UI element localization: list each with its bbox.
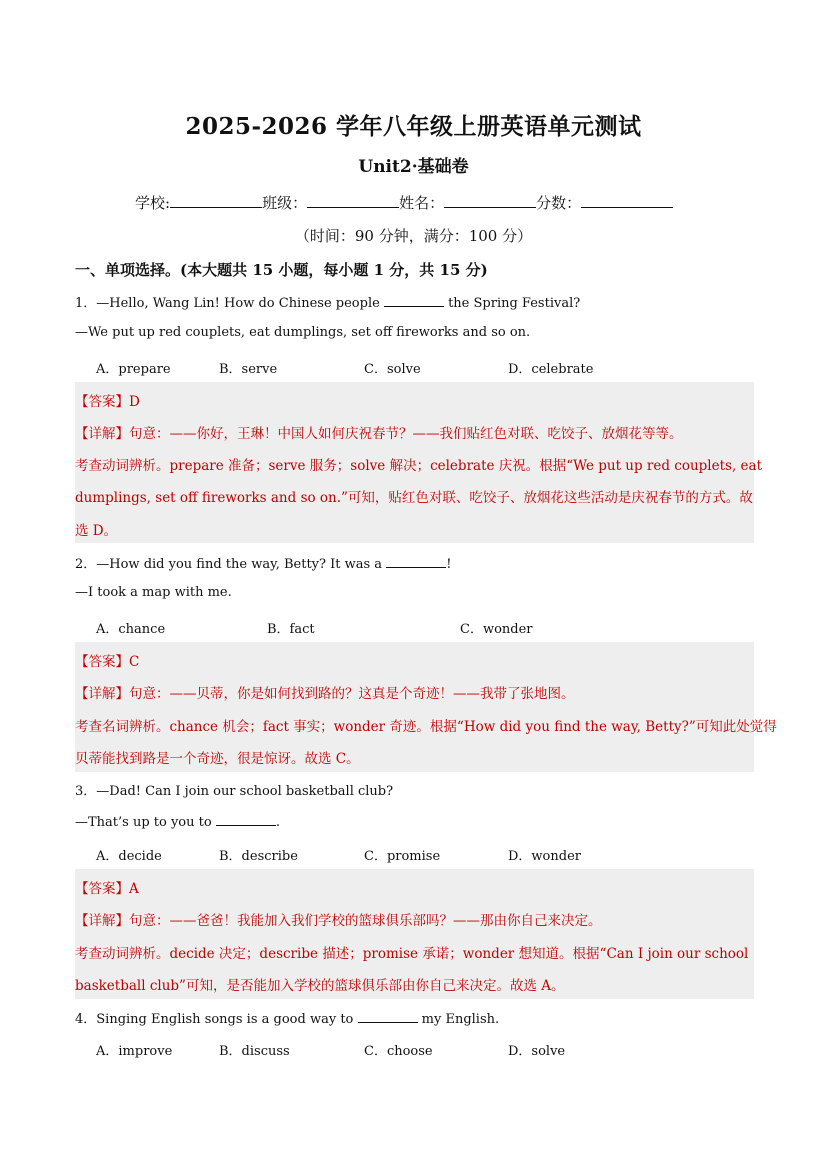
answer-label: 【答案】D xyxy=(75,394,140,410)
explanation-line: 考查动词辨析。prepare 准备；serve 服务；solve 解决；celebrate 庆祝。根据“We put up red couplets, eat xyxy=(75,458,763,474)
explanation-line: 【详解】句意：——你好，王琳！中国人如何庆祝春节？——我们贴红色对联、吃饺子、放烟花等等。 xyxy=(75,426,683,442)
question-2-answer-box xyxy=(75,642,777,772)
question-1-option-d[interactable]: D．celebrate xyxy=(508,362,594,377)
question-3-stem: 3．—Dad! Can I join our school basketball club? xyxy=(75,784,394,799)
section-title: 一、单项选择。(本大题共 15 小题，每小题 1 分，共 15 分) xyxy=(75,261,488,279)
school-blank[interactable] xyxy=(170,191,262,208)
question-4-option-b[interactable]: B．discuss xyxy=(219,1044,290,1059)
answer-label: 【答案】C xyxy=(75,654,140,670)
question-1-stem: 1．—Hello, Wang Lin! How do Chinese people the Spring Festival? xyxy=(75,296,581,311)
question-1-answer-box xyxy=(75,382,763,543)
explanation-line: 贝蒂能找到路是一个奇迹，很是惊讶。故选 C。 xyxy=(75,751,360,767)
question-2-option-c[interactable]: C．wonder xyxy=(460,622,533,637)
question-1-reply: —We put up red couplets, eat dumplings, set off fireworks and so on. xyxy=(75,325,531,340)
question-3-reply: —That’s up to you to . xyxy=(75,815,280,830)
question-2-stem: 2．—How did you find the way, Betty? It was a ! xyxy=(75,557,452,572)
page-subtitle: Unit2·基础卷 xyxy=(358,157,469,177)
explanation-line: 考查名词辨析。chance 机会；fact 事实；wonder 奇迹。根据“How did you find the way, Betty?”可知此处觉得 xyxy=(75,719,777,735)
question-4-option-d[interactable]: D．solve xyxy=(508,1044,566,1059)
explanation-line: 选 D。 xyxy=(75,523,118,539)
answer-blank[interactable] xyxy=(358,1010,418,1023)
page-title: 2025-2026 学年八年级上册英语单元测试 xyxy=(185,113,642,140)
question-3-option-c[interactable]: C．promise xyxy=(364,849,441,864)
name-label: 姓名： xyxy=(399,194,445,212)
school-label: 学校: xyxy=(135,194,171,212)
question-1-option-a[interactable]: A．prepare xyxy=(96,362,171,377)
question-1-option-b[interactable]: B．serve xyxy=(219,362,278,377)
question-2-option-b[interactable]: B．fact xyxy=(267,622,315,637)
explanation-line: 【详解】句意：——贝蒂，你是如何找到路的？这真是个奇迹！——我带了张地图。 xyxy=(75,686,575,702)
question-4-option-a[interactable]: A．improve xyxy=(96,1044,173,1059)
class-blank[interactable] xyxy=(307,191,399,208)
question-3-option-a[interactable]: A．decide xyxy=(96,849,162,864)
explanation-line: 【详解】句意：——爸爸！我能加入我们学校的篮球俱乐部吗？——那由你自己来决定。 xyxy=(75,913,602,929)
question-2-option-a[interactable]: A．chance xyxy=(96,622,166,637)
answer-blank[interactable] xyxy=(216,813,276,826)
student-info-line xyxy=(135,191,673,213)
question-2-reply: —I took a map with me. xyxy=(75,585,232,600)
question-4-stem: 4．Singing English songs is a good way to my English. xyxy=(75,1012,500,1027)
question-1-option-c[interactable]: C．solve xyxy=(364,362,421,377)
name-blank[interactable] xyxy=(444,191,536,208)
answer-blank[interactable] xyxy=(386,555,446,568)
question-4-option-c[interactable]: C．choose xyxy=(364,1044,433,1059)
question-3-option-b[interactable]: B．describe xyxy=(219,849,298,864)
class-label: 班级： xyxy=(262,194,308,212)
explanation-line: basketball club”可知，是否能加入学校的篮球俱乐部由你自己来决定。故选 A。 xyxy=(75,978,565,994)
score-blank[interactable] xyxy=(581,191,673,208)
explanation-line: dumplings, set off fireworks and so on.”可知，贴红色对联、吃饺子、放烟花这些活动是庆祝春节的方式。故 xyxy=(75,490,753,506)
answer-blank[interactable] xyxy=(384,294,444,307)
question-3-answer-box xyxy=(75,869,754,999)
question-3-option-d[interactable]: D．wonder xyxy=(508,849,581,864)
score-label: 分数： xyxy=(536,194,582,212)
answer-label: 【答案】A xyxy=(75,881,139,897)
explanation-line: 考查动词辨析。decide 决定；describe 描述；promise 承诺；wonder 想知道。根据“Can I join our school xyxy=(75,946,749,962)
time-score-line: （时间：90 分钟，满分：100 分） xyxy=(294,227,533,245)
